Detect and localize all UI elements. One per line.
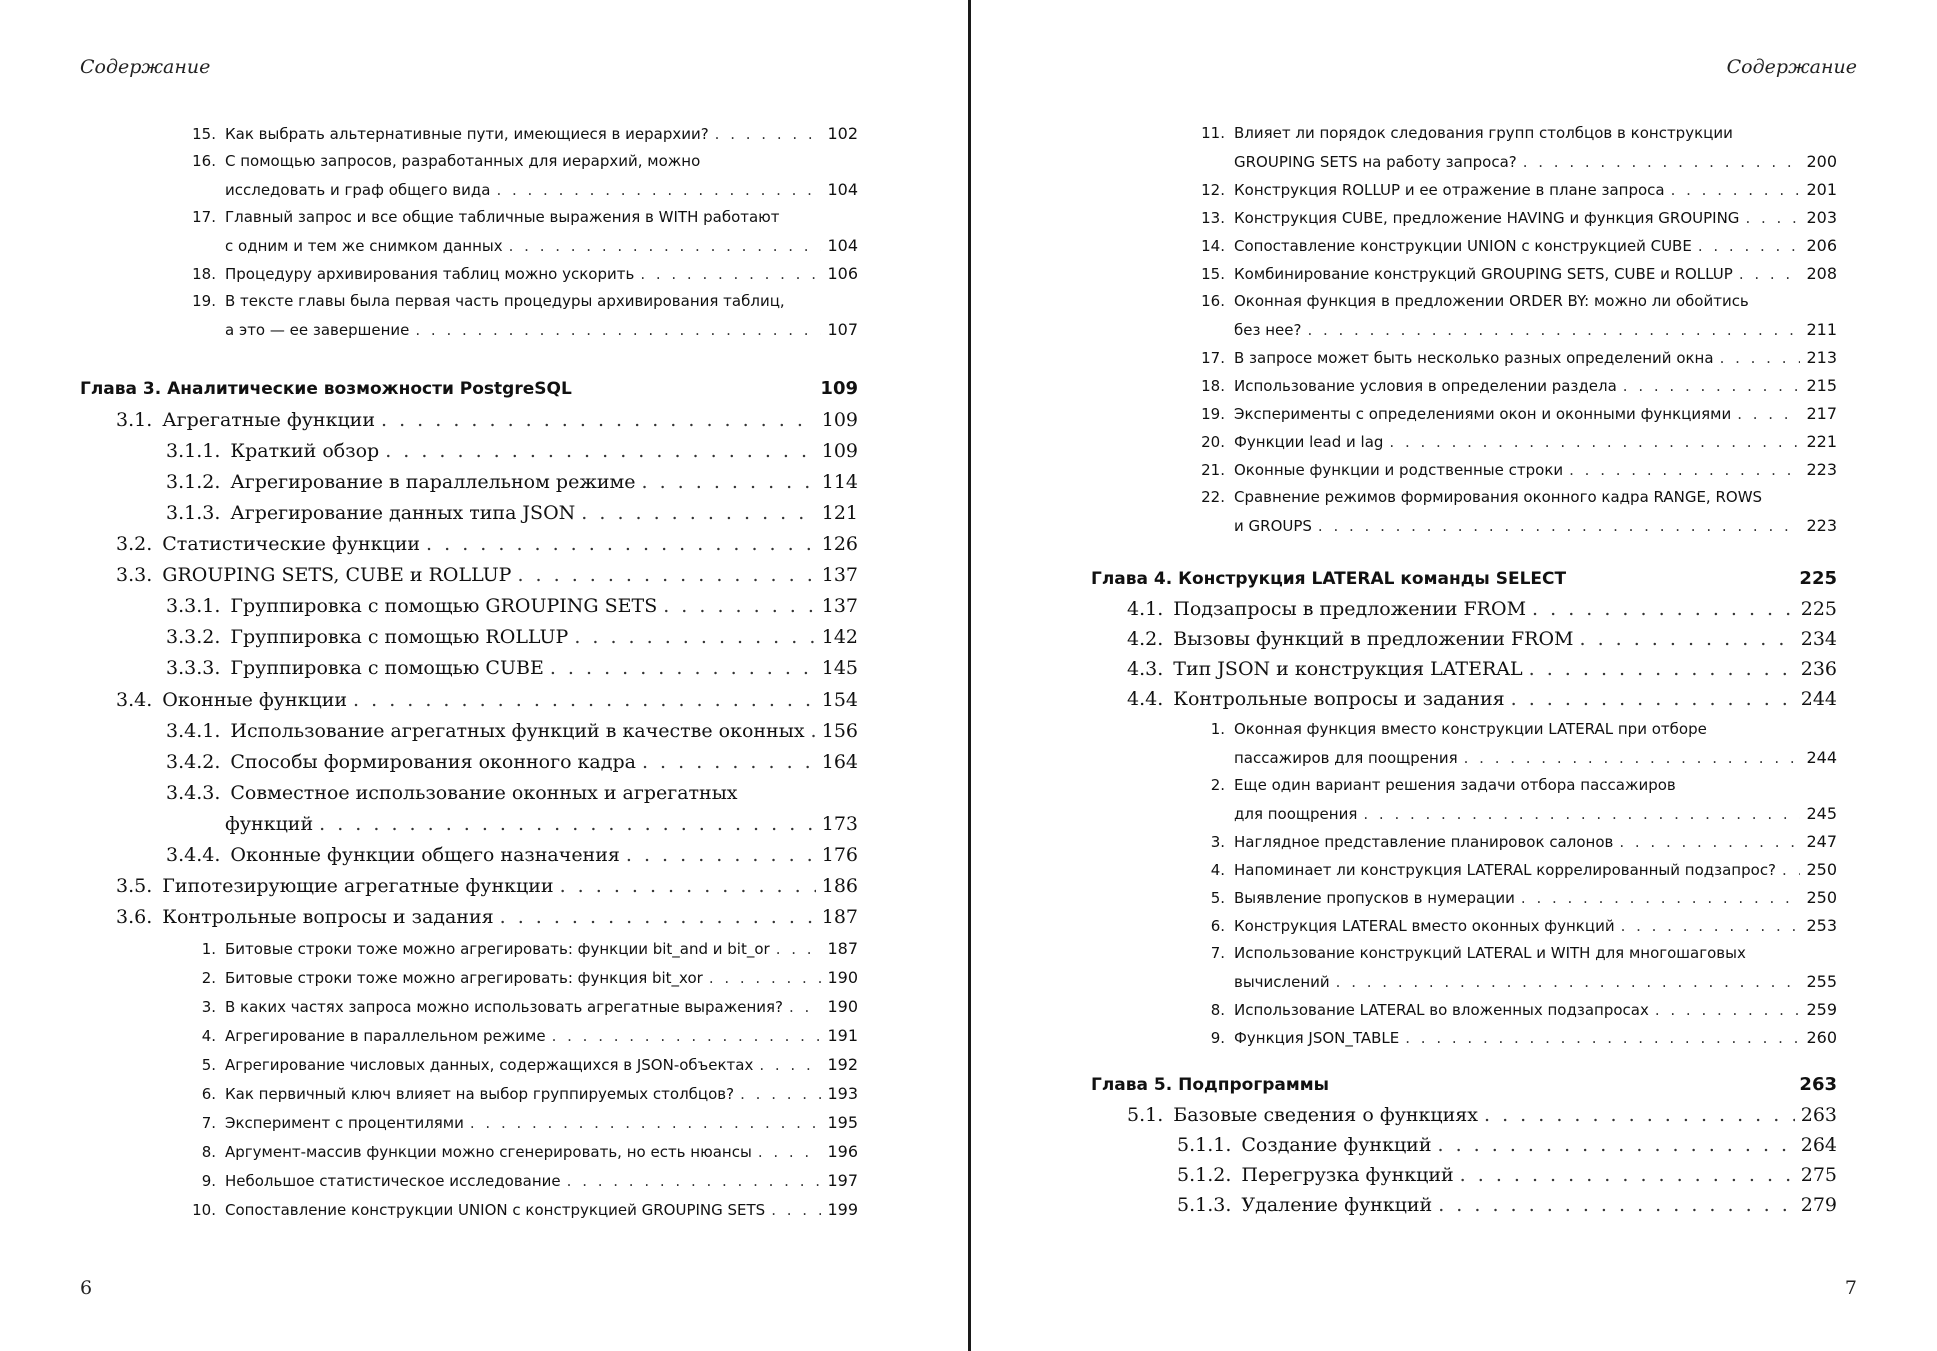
toc-section-3-4-2[interactable]: 3.4.2. Способы формирования оконного кадра . . . 164 bbox=[166, 751, 858, 773]
toc-entry-ex-12[interactable]: 12. Конструкция ROLLUP и ее отражение в плане запроса . . . 201 bbox=[1199, 180, 1837, 199]
toc-section-4-2[interactable]: 4.2. Вызовы функций в предложении FROM . . . 234 bbox=[1127, 628, 1837, 650]
toc-entry-ex-4-5[interactable]: 5. Выявление пропусков в нумерации . . . 250 bbox=[1199, 888, 1837, 907]
toc-entry-ex-3-6[interactable]: 6. Как первичный ключ влияет на выбор группируемых столбцов? . . . 193 bbox=[190, 1084, 858, 1103]
toc-chapter-3[interactable]: Глава 3. Аналитические возможности PostgreSQL 109 bbox=[80, 378, 858, 399]
toc-entry-ex-18[interactable]: 18. Использование условия в определении раздела . . . 215 bbox=[1199, 376, 1837, 395]
toc-section-5-1-1[interactable]: 5.1.1. Создание функций . . . 264 bbox=[1177, 1134, 1837, 1156]
right-page bbox=[971, 0, 1937, 1351]
toc-entry-ex-19[interactable]: 19. Эксперименты с определениями окон и оконными функциями . . . 217 bbox=[1199, 404, 1837, 423]
toc-section-3-2[interactable]: 3.2. Статистические функции . . . 126 bbox=[116, 533, 858, 555]
toc-entry-ex-16[interactable]: 16. Оконная функция в предложении ORDER BY: можно ли обойтись bbox=[1201, 292, 1749, 310]
toc-entry-ex-3-4[interactable]: 4. Агрегирование в параллельном режиме . . . 191 bbox=[190, 1026, 858, 1045]
toc-section-3-3[interactable]: 3.3. GROUPING SETS, CUBE и ROLLUP . . . 137 bbox=[116, 564, 858, 586]
toc-entry-ex-4-1[interactable]: 1. Оконная функция вместо конструкции LATERAL при отборе bbox=[1210, 720, 1707, 738]
toc-entry-ex-14[interactable]: 14. Сопоставление конструкции UNION с конструкцией CUBE . . . 206 bbox=[1199, 236, 1837, 255]
toc-section-3-1-2[interactable]: 3.1.2. Агрегирование в параллельном режиме . . . 114 bbox=[166, 471, 858, 493]
toc-section-3-1-1[interactable]: 3.1.1. Краткий обзор . . . 109 bbox=[166, 440, 858, 462]
toc-section-5-1[interactable]: 5.1. Базовые сведения о функциях . . . 263 bbox=[1127, 1104, 1837, 1126]
toc-section-3-1-3[interactable]: 3.1.3. Агрегирование данных типа JSON . . . 121 bbox=[166, 502, 858, 524]
toc-entry-ex-11-cont[interactable]: GROUPING SETS на работу запроса? . . . 200 bbox=[1234, 152, 1837, 171]
toc-entry-ex-4-7-cont[interactable]: вычислений . . . 255 bbox=[1234, 972, 1837, 991]
page-number-right: 7 bbox=[1844, 1277, 1857, 1299]
toc-entry-ex-3-3[interactable]: 3. В каких частях запроса можно использовать агрегатные выражения? . . . 190 bbox=[190, 997, 858, 1016]
toc-entry-ex-4-7[interactable]: 7. Использование конструкций LATERAL и WITH для многошаговых bbox=[1210, 944, 1746, 962]
toc-section-5-1-2[interactable]: 5.1.2. Перегрузка функций . . . 275 bbox=[1177, 1164, 1837, 1186]
toc-entry-ex-21[interactable]: 21. Оконные функции и родственные строки . . . 223 bbox=[1199, 460, 1837, 479]
toc-entry-ex-4-3[interactable]: 3. Наглядное представление планировок салонов . . . 247 bbox=[1199, 832, 1837, 851]
toc-entry-ex-16-cont[interactable]: исследовать и граф общего вида . . . 104 bbox=[225, 180, 858, 199]
toc-section-3-4-4[interactable]: 3.4.4. Оконные функции общего назначения . . . 176 bbox=[166, 844, 858, 866]
toc-entry-ex-22[interactable]: 22. Сравнение режимов формирования оконного кадра RANGE, ROWS bbox=[1201, 488, 1763, 506]
toc-entry-ex-4-6[interactable]: 6. Конструкция LATERAL вместо оконных функций . . . 253 bbox=[1199, 916, 1837, 935]
toc-chapter-5[interactable]: Глава 5. Подпрограммы 263 bbox=[1091, 1074, 1837, 1095]
toc-section-3-3-1[interactable]: 3.3.1. Группировка с помощью GROUPING SETS . . . 137 bbox=[166, 595, 858, 617]
toc-entry-ex-16-cont[interactable]: без нее? . . . 211 bbox=[1234, 320, 1837, 339]
toc-left bbox=[0, 0, 968, 1351]
toc-section-3-4-3-cont[interactable]: функций . . . 173 bbox=[225, 813, 858, 835]
toc-entry-ex-11[interactable]: 11. Влияет ли порядок следования групп столбцов в конструкции bbox=[1201, 124, 1733, 142]
toc-entry-ex-19[interactable]: 19. В тексте главы была первая часть процедуры архивирования таблиц, bbox=[192, 292, 785, 310]
left-page bbox=[0, 0, 968, 1351]
running-head-left: Содержание bbox=[80, 56, 211, 78]
toc-section-4-3[interactable]: 4.3. Тип JSON и конструкция LATERAL . . . 236 bbox=[1127, 658, 1837, 680]
toc-entry-ex-16[interactable]: 16. С помощью запросов, разработанных для иерархий, можно bbox=[192, 152, 701, 170]
toc-section-3-5[interactable]: 3.5. Гипотезирующие агрегатные функции . . . 186 bbox=[116, 875, 858, 897]
toc-entry-ex-22-cont[interactable]: и GROUPS . . . 223 bbox=[1234, 516, 1837, 535]
toc-section-3-6[interactable]: 3.6. Контрольные вопросы и задания . . . 187 bbox=[116, 906, 858, 928]
toc-entry-ex-4-2-cont[interactable]: для поощрения . . . 245 bbox=[1234, 804, 1837, 823]
toc-section-3-4-3[interactable]: 3.4.3. Совместное использование оконных и агрегатных bbox=[166, 782, 738, 804]
toc-section-3-4[interactable]: 3.4. Оконные функции . . . 154 bbox=[116, 689, 858, 711]
toc-entry-ex-4-1-cont[interactable]: пассажиров для поощрения . . . 244 bbox=[1234, 748, 1837, 767]
toc-entry-ex-18[interactable]: 18. Процедуру архивирования таблиц можно ускорить . . . 106 bbox=[190, 264, 858, 283]
toc-entry-ex-4-9[interactable]: 9. Функция JSON_TABLE . . . 260 bbox=[1199, 1028, 1837, 1047]
toc-section-3-1[interactable]: 3.1. Агрегатные функции . . . 109 bbox=[116, 409, 858, 431]
toc-section-5-1-3[interactable]: 5.1.3. Удаление функций . . . 279 bbox=[1177, 1194, 1837, 1216]
page-number-left: 6 bbox=[80, 1277, 93, 1299]
toc-entry-ex-17[interactable]: 17. В запросе может быть несколько разных определений окна . . . 213 bbox=[1199, 348, 1837, 367]
toc-entry-ex-13[interactable]: 13. Конструкция CUBE, предложение HAVING и функция GROUPING . . . 203 bbox=[1199, 208, 1837, 227]
toc-right bbox=[971, 0, 1937, 1351]
toc-chapter-4[interactable]: Глава 4. Конструкция LATERAL команды SELECT 225 bbox=[1091, 568, 1837, 589]
toc-entry-ex-15[interactable]: 15. Как выбрать альтернативные пути, имеющиеся в иерархии? . . . 102 bbox=[190, 124, 858, 143]
running-head-right: Содержание bbox=[1726, 56, 1857, 78]
toc-entry-ex-4-8[interactable]: 8. Использование LATERAL во вложенных подзапросах . . . 259 bbox=[1199, 1000, 1837, 1019]
toc-entry-ex-3-10[interactable]: 10. Сопоставление конструкции UNION с конструкцией GROUPING SETS . . . 199 bbox=[190, 1200, 858, 1219]
toc-entry-ex-3-1[interactable]: 1. Битовые строки тоже можно агрегировать: функции bit_and и bit_or . . . 187 bbox=[190, 939, 858, 958]
toc-section-4-1[interactable]: 4.1. Подзапросы в предложении FROM . . . 225 bbox=[1127, 598, 1837, 620]
toc-entry-ex-4-2[interactable]: 2. Еще один вариант решения задачи отбора пассажиров bbox=[1210, 776, 1676, 794]
toc-entry-ex-3-8[interactable]: 8. Аргумент-массив функции можно сгенерировать, но есть нюансы . . . 196 bbox=[190, 1142, 858, 1161]
toc-section-4-4[interactable]: 4.4. Контрольные вопросы и задания . . . 244 bbox=[1127, 688, 1837, 710]
toc-section-3-3-3[interactable]: 3.3.3. Группировка с помощью CUBE . . . 145 bbox=[166, 657, 858, 679]
toc-entry-ex-15[interactable]: 15. Комбинирование конструкций GROUPING SETS, CUBE и ROLLUP . . . 208 bbox=[1199, 264, 1837, 283]
toc-entry-ex-19-cont[interactable]: а это — ее завершение . . . 107 bbox=[225, 320, 858, 339]
toc-entry-ex-4-4[interactable]: 4. Напоминает ли конструкция LATERAL коррелированный подзапрос? . . . 250 bbox=[1199, 860, 1837, 879]
toc-entry-ex-17[interactable]: 17. Главный запрос и все общие табличные выражения в WITH работают bbox=[192, 208, 780, 226]
toc-entry-ex-3-2[interactable]: 2. Битовые строки тоже можно агрегировать: функция bit_xor . . . 190 bbox=[190, 968, 858, 987]
toc-entry-ex-17-cont[interactable]: с одним и тем же снимком данных . . . 104 bbox=[225, 236, 858, 255]
toc-entry-ex-3-7[interactable]: 7. Эксперимент с процентилями . . . 195 bbox=[190, 1113, 858, 1132]
toc-section-3-4-1[interactable]: 3.4.1. Использование агрегатных функций в качестве оконных . . . 156 bbox=[166, 720, 858, 742]
toc-entry-ex-3-9[interactable]: 9. Небольшое статистическое исследование . . . 197 bbox=[190, 1171, 858, 1190]
toc-section-3-3-2[interactable]: 3.3.2. Группировка с помощью ROLLUP . . . 142 bbox=[166, 626, 858, 648]
toc-entry-ex-3-5[interactable]: 5. Агрегирование числовых данных, содержащихся в JSON-объектах . . . 192 bbox=[190, 1055, 858, 1074]
toc-entry-ex-20[interactable]: 20. Функции lead и lag . . . 221 bbox=[1199, 432, 1837, 451]
